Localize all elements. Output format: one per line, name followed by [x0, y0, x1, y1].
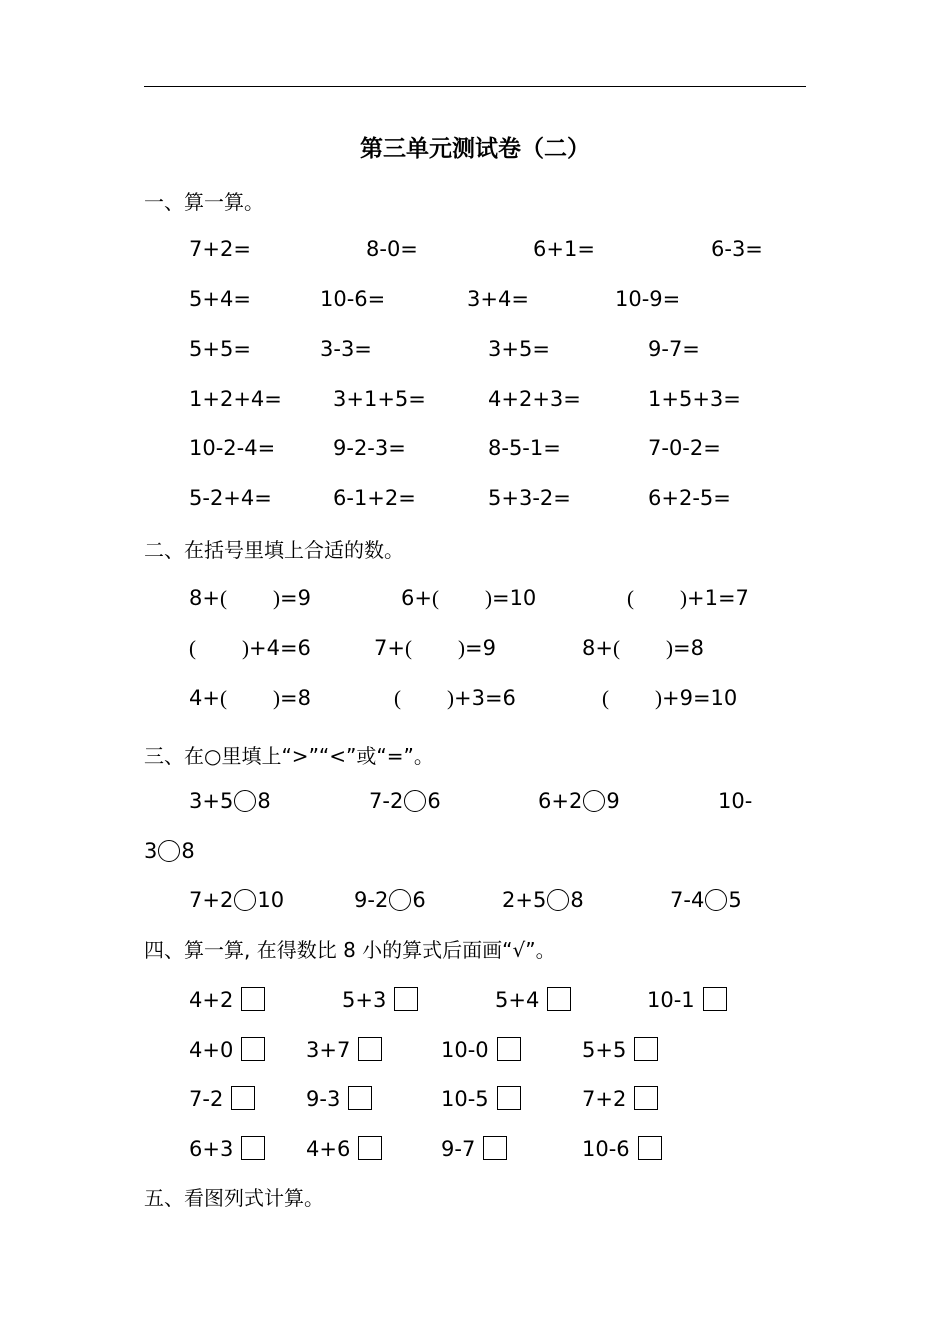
circle-blank-icon[interactable]: [547, 889, 569, 911]
calc-item: 6-3=: [711, 237, 763, 261]
checkbox-square-icon[interactable]: [231, 1086, 255, 1110]
compare-item: 2+5 8: [502, 888, 584, 912]
checkbox-square-icon[interactable]: [358, 1136, 382, 1160]
checkbox-square-icon[interactable]: [483, 1136, 507, 1160]
circle-blank-icon[interactable]: [705, 889, 727, 911]
compare-item: 7+2 10: [189, 888, 285, 912]
circle-blank-icon[interactable]: [389, 889, 411, 911]
calc-item: 1+2+4=: [189, 387, 282, 411]
circle-blank-icon[interactable]: [234, 889, 256, 911]
calc-item: 8-0=: [366, 237, 418, 261]
fill-item: 8+( )=9: [189, 586, 311, 610]
checkbox-square-icon[interactable]: [638, 1136, 662, 1160]
calc-item: 5-2+4=: [189, 486, 272, 510]
check-item: 5+4: [495, 986, 571, 1014]
calc-item: 7+2=: [189, 237, 251, 261]
checkbox-square-icon[interactable]: [547, 987, 571, 1011]
check-item: 5+3: [342, 986, 418, 1014]
checkbox-square-icon[interactable]: [348, 1086, 372, 1110]
fill-item: ( )+9=10: [602, 686, 738, 710]
calc-item: 1+5+3=: [648, 387, 741, 411]
check-item: 6+3: [189, 1135, 265, 1163]
fill-item: ( )+3=6: [394, 686, 516, 710]
calc-item: 8-5-1=: [488, 436, 561, 460]
calc-item: 5+3-2=: [488, 486, 571, 510]
compare-item-part: 3 8: [144, 839, 195, 863]
fill-item: 8+( )=8: [582, 636, 704, 660]
calc-item: 3+1+5=: [333, 387, 426, 411]
check-item: 5+5: [582, 1036, 658, 1064]
compare-item: 3+5 8: [189, 789, 271, 813]
circle-blank-icon[interactable]: [583, 790, 605, 812]
check-item: 9-3: [306, 1085, 372, 1113]
circle-blank-icon[interactable]: [234, 790, 256, 812]
check-item: 7+2: [582, 1085, 658, 1113]
section-3-heading: 三、在○里填上“>”“<”或“=”。: [144, 744, 434, 768]
section-4-heading: 四、算一算, 在得数比 8 小的算式后面画“√”。: [144, 938, 556, 962]
check-item: 10-6: [582, 1135, 662, 1163]
top-rule: [144, 86, 806, 87]
fill-item: ( )+1=7: [627, 586, 749, 610]
fill-item: 6+( )=10: [401, 586, 537, 610]
compare-item: 6+2 9: [538, 789, 620, 813]
check-item: 4+6: [306, 1135, 382, 1163]
calc-item: 6+2-5=: [648, 486, 731, 510]
checkbox-square-icon[interactable]: [358, 1037, 382, 1061]
calc-item: 6-1+2=: [333, 486, 416, 510]
check-item: 10-1: [647, 986, 727, 1014]
checkbox-square-icon[interactable]: [634, 1086, 658, 1110]
checkbox-square-icon[interactable]: [394, 987, 418, 1011]
section-2-heading: 二、在括号里填上合适的数。: [144, 538, 404, 562]
compare-item: 7-4 5: [670, 888, 742, 912]
calc-item: 3+4=: [467, 287, 529, 311]
calc-item: 9-2-3=: [333, 436, 406, 460]
calc-item: 4+2+3=: [488, 387, 581, 411]
check-item: 4+0: [189, 1036, 265, 1064]
check-item: 10-5: [441, 1085, 521, 1113]
circle-blank-icon[interactable]: [404, 790, 426, 812]
checkbox-square-icon[interactable]: [241, 1136, 265, 1160]
calc-item: 3-3=: [320, 337, 372, 361]
checkbox-square-icon[interactable]: [634, 1037, 658, 1061]
calc-item: 9-7=: [648, 337, 700, 361]
page-title: 第三单元测试卷（二）: [360, 135, 590, 162]
compare-item: 9-2 6: [354, 888, 426, 912]
calc-item: 6+1=: [533, 237, 595, 261]
checkbox-square-icon[interactable]: [703, 987, 727, 1011]
fill-item: 4+( )=8: [189, 686, 311, 710]
calc-item: 7-0-2=: [648, 436, 721, 460]
checkbox-square-icon[interactable]: [497, 1086, 521, 1110]
fill-item: ( )+4=6: [189, 636, 311, 660]
check-item: 7-2: [189, 1085, 255, 1113]
checkbox-square-icon[interactable]: [241, 987, 265, 1011]
check-item: 9-7: [441, 1135, 507, 1163]
check-item: 3+7: [306, 1036, 382, 1064]
compare-item: 7-2 6: [369, 789, 441, 813]
calc-item: 10-9=: [615, 287, 681, 311]
calc-item: 10-2-4=: [189, 436, 276, 460]
calc-item: 3+5=: [488, 337, 550, 361]
calc-item: 10-6=: [320, 287, 386, 311]
fill-item: 7+( )=9: [374, 636, 496, 660]
calc-item: 5+5=: [189, 337, 251, 361]
check-item: 10-0: [441, 1036, 521, 1064]
checkbox-square-icon[interactable]: [497, 1037, 521, 1061]
check-item: 4+2: [189, 986, 265, 1014]
calc-item: 5+4=: [189, 287, 251, 311]
checkbox-square-icon[interactable]: [241, 1037, 265, 1061]
section-5-heading: 五、看图列式计算。: [144, 1186, 324, 1210]
section-1-heading: 一、算一算。: [144, 190, 264, 214]
circle-blank-icon[interactable]: [158, 840, 180, 862]
compare-item-part: 10-: [718, 789, 753, 813]
